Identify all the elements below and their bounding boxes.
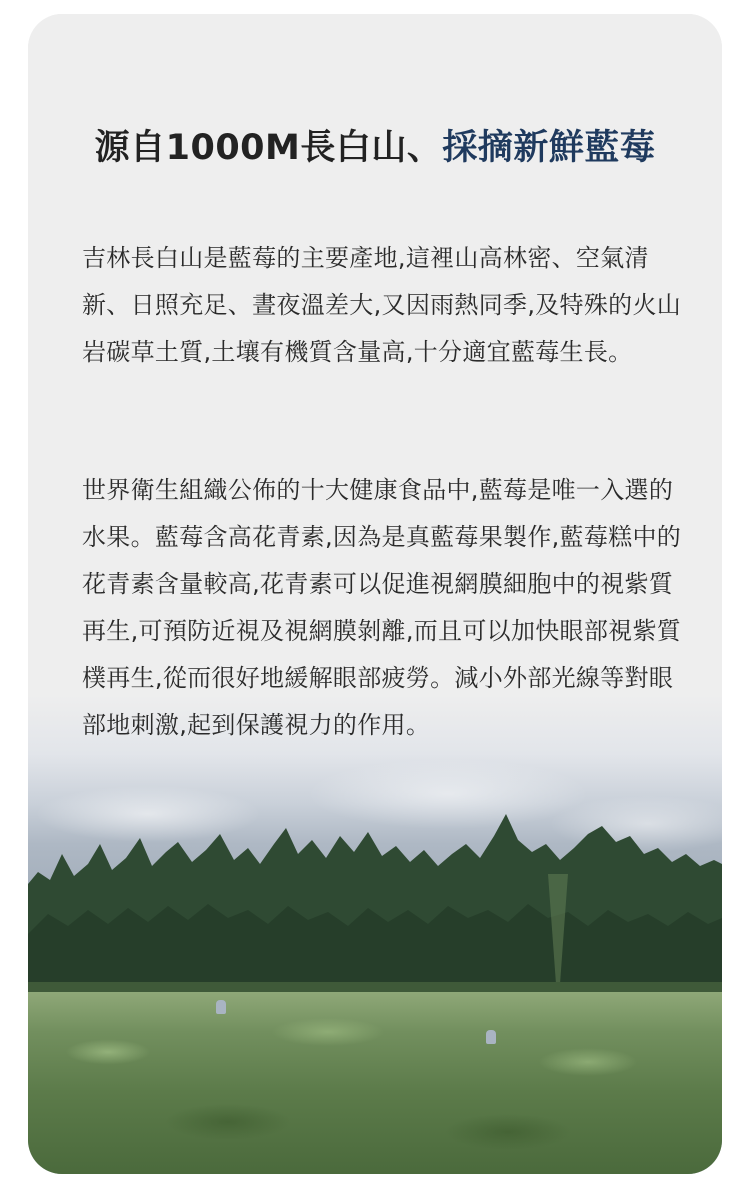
headline-accent: 採摘新鮮藍莓	[442, 128, 656, 168]
headline-main: 源自1000M長白山、	[94, 128, 443, 168]
headline	[28, 118, 722, 178]
paragraph-health: 世界衛生組織公佈的十大健康食品中,藍莓是唯一入選的水果。藍莓含高花青素,因為是真藍莓果製作,藍莓糕中的花青素含量較高,花青素可以促進視網膜細胞中的視紫質再生,可預防近視及視網膜剝離,而且可以加快眼部視紫質樸再生,從而很好地緩解眼部疲勞。減小外部光線等對眼部地刺激,起到保護視力的作用。	[82, 476, 682, 739]
forest-treeline	[28, 814, 722, 1014]
paragraph-origin: 吉林長白山是藍莓的主要產地,這裡山高林密、空氣清新、日照充足、晝夜溫差大,又因雨熱同季,及特殊的火山岩碳草土質,土壤有機質含量高,十分適宜藍莓生長。	[82, 244, 682, 366]
blueberry-field	[28, 992, 722, 1174]
picker-figure	[216, 1000, 226, 1014]
content-card	[28, 14, 722, 1174]
picker-figure	[486, 1030, 496, 1044]
